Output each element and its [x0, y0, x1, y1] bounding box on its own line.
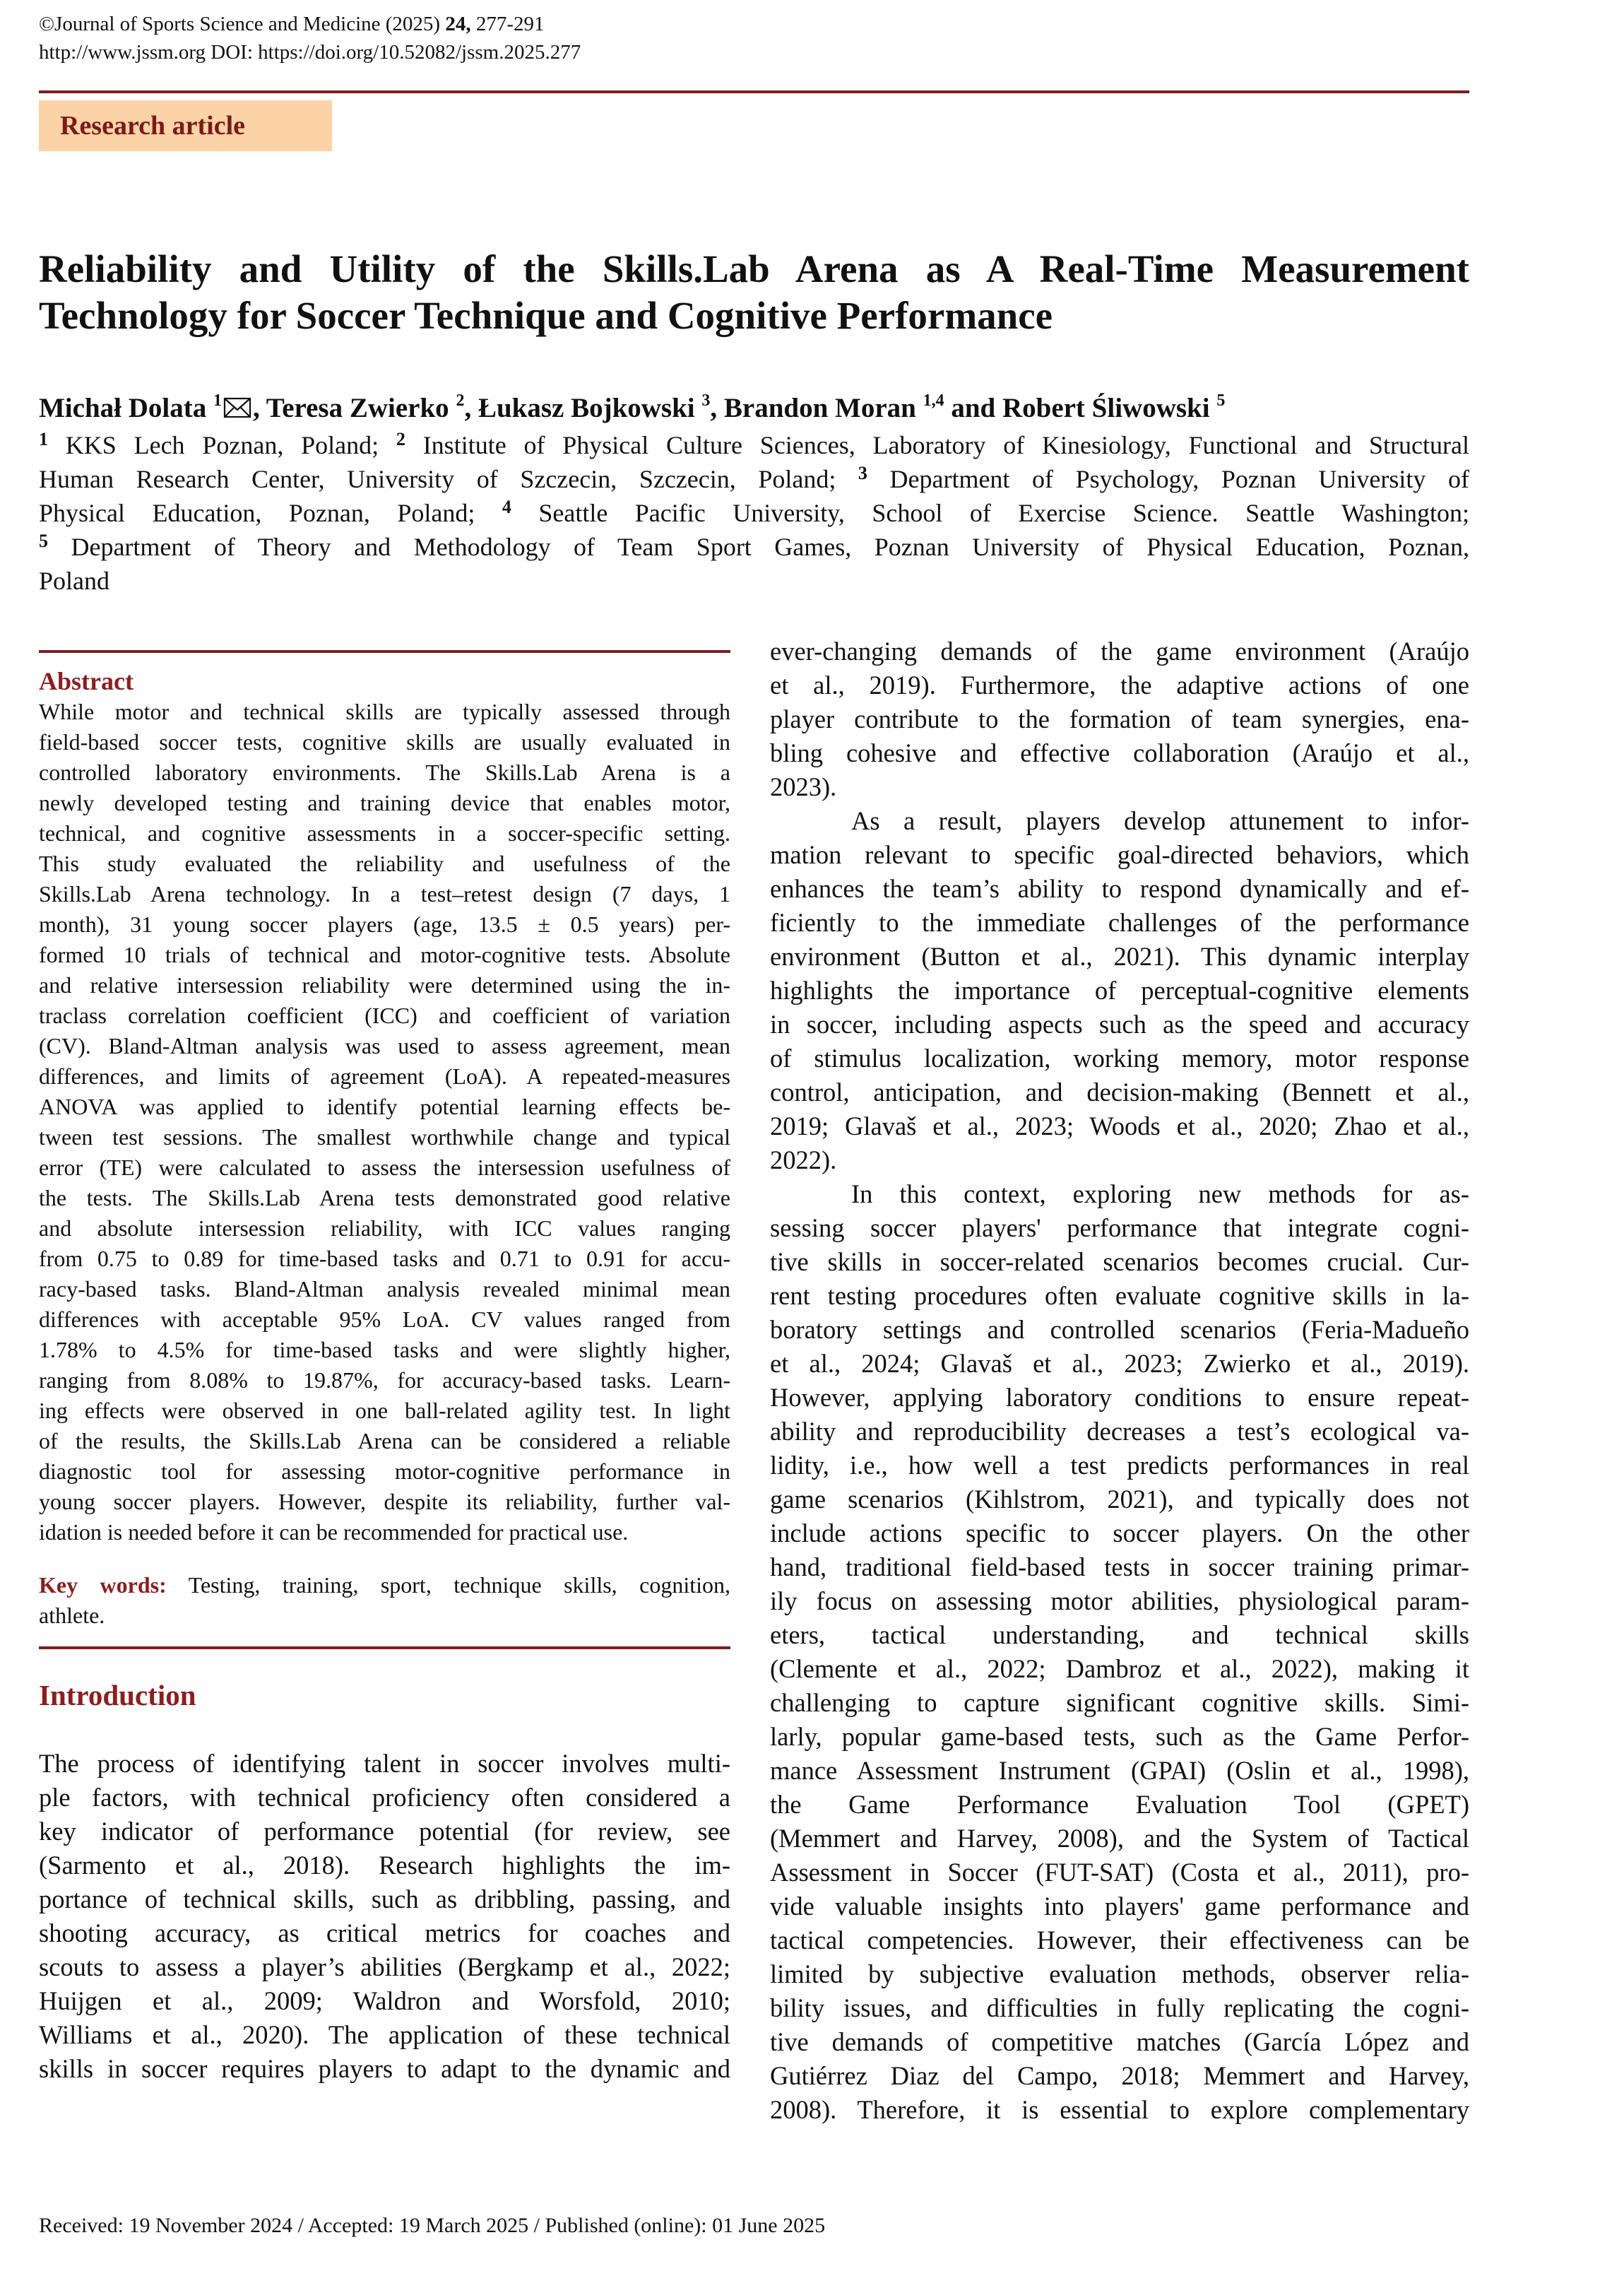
abstract-line: traclass correlation coefficient (ICC) and coefficient of variation — [39, 1003, 730, 1028]
abstract-line: newly developed testing and training device that enables motor, — [39, 790, 730, 815]
affiliation-line — [39, 428, 1469, 462]
paragraph-line: bility issues, and difficulties in fully replicating the cogni- — [770, 1993, 1469, 2022]
journal-header — [39, 10, 581, 66]
abstract-line: diagnostic tool for assessing motor-cognitive performance in — [39, 1458, 730, 1484]
affiliation-number: 4 — [502, 497, 511, 517]
affiliation-number: 2 — [396, 429, 405, 449]
paragraph — [770, 804, 1469, 1177]
paragraph-line: sessing soccer players' performance that integrate cogni- — [770, 1213, 1469, 1242]
paragraph-line: ficiently to the immediate challenges of the performance — [770, 908, 1469, 937]
abstract-line: controlled laboratory environments. The Skills.Lab Arena is a — [39, 760, 730, 785]
journal-pages: 277-291 — [470, 13, 545, 35]
introduction-line: Huijgen et al., 2009; Waldron and Worsfold, 2010; — [39, 1986, 730, 2015]
paragraph-line: highlights the importance of perceptual-cognitive elements — [770, 976, 1469, 1005]
paragraph-line: ability and reproducibility decreases a test’s ecological va- — [770, 1417, 1469, 1446]
keywords-bottom-divider — [39, 1646, 730, 1649]
abstract-line: 1.78% to 4.5% for time-based tasks and were slightly higher, — [39, 1337, 730, 1362]
abstract-top-divider — [39, 650, 730, 653]
abstract-line: This study evaluated the reliability and usefulness of the — [39, 851, 730, 876]
author-name: , Brandon Moran — [710, 393, 923, 423]
abstract-body — [39, 697, 730, 1547]
paragraph-line: challenging to capture significant cognitive skills. Simi- — [770, 1688, 1469, 1717]
abstract-line: month), 31 young soccer players (age, 13.5 ± 0.5 years) per- — [39, 912, 730, 937]
paragraph-line: 2008). Therefore, it is essential to explore complementary — [770, 2095, 1469, 2124]
paragraph-line: bling cohesive and effective collaboration (Araújo et al., — [770, 738, 1469, 767]
paragraph-line: player contribute to the formation of team synergies, ena- — [770, 704, 1469, 733]
journal-volume: 24, — [445, 13, 471, 35]
paragraph-line: the Game Performance Evaluation Tool (GPET) — [770, 1790, 1469, 1819]
keywords-label: Key words: — [39, 1572, 167, 1598]
author-affiliation-ref: 1 — [213, 391, 222, 410]
paragraph-line: boratory settings and controlled scenarios (Feria-Madueño — [770, 1315, 1469, 1344]
introduction-line: (Sarmento et al., 2018). Research highlights the im- — [39, 1851, 730, 1880]
paragraph-line: of stimulus localization, working memory, motor response — [770, 1044, 1469, 1073]
introduction-line: scouts to assess a player’s abilities (Bergkamp et al., 2022; — [39, 1952, 730, 1981]
paragraph-line: larly, popular game-based tests, such as the Game Perfor- — [770, 1722, 1469, 1751]
abstract-line: technical, and cognitive assessments in a soccer-specific setting. — [39, 820, 730, 846]
paragraph-line: As a result, players develop attunement to infor- — [851, 806, 1469, 835]
paragraph-line: ily focus on assessing motor abilities, physiological param- — [770, 1586, 1469, 1615]
paragraph-line: environment (Button et al., 2021). This dynamic interplay — [770, 942, 1469, 971]
affiliation-line — [39, 462, 1469, 496]
affiliation-number: 1 — [39, 429, 48, 449]
keywords-text: Testing, training, sport, technique skills, cognition, — [166, 1572, 731, 1598]
affiliation-number: 5 — [39, 531, 48, 551]
abstract-line: tween test sessions. The smallest worthwhile change and typical — [39, 1124, 730, 1150]
affiliation-text: Seattle Pacific University, School of Exercise Science. Seattle Washington; — [511, 499, 1469, 527]
paragraph-line: tactical competencies. However, their effectiveness can be — [770, 1926, 1469, 1954]
author-name: and Robert Śliwowski — [944, 393, 1217, 423]
envelope-icon[interactable] — [223, 396, 251, 419]
abstract-line: racy-based tasks. Bland-Altman analysis revealed minimal mean — [39, 1276, 730, 1302]
paragraph-line: tive skills in soccer-related scenarios becomes crucial. Cur- — [770, 1247, 1469, 1276]
paragraph-line: lidity, i.e., how well a test predicts performances in real — [770, 1451, 1469, 1480]
affiliation-text: KKS Lech Poznan, Poland; — [48, 431, 396, 459]
affiliation-text: Institute of Physical Culture Sciences, Laboratory of Kinesiology, Functional and Structural — [405, 431, 1469, 459]
doi-line[interactable]: http://www.jssm.org DOI: https://doi.org/10.52082/jssm.2025.277 — [39, 41, 581, 64]
abstract-line: ing effects were observed in one ball-related agility test. In light — [39, 1398, 730, 1423]
paragraph-line: eters, tactical understanding, and technical skills — [770, 1620, 1469, 1649]
introduction-line: ple factors, with technical proficiency often considered a — [39, 1783, 730, 1812]
paragraph-line: 2022). — [770, 1145, 837, 1174]
affiliations — [39, 428, 1469, 598]
paragraph-line: enhances the team’s ability to respond dynamically and ef- — [770, 874, 1469, 903]
abstract-line: idation is needed before it can be recommended for practical use. — [39, 1519, 629, 1545]
paragraph-line: et al., 2019). Furthermore, the adaptive actions of one — [770, 671, 1469, 700]
right-column — [770, 635, 1469, 2127]
abstract-line: error (TE) were calculated to assess the intersession usefulness of — [39, 1155, 730, 1180]
paragraph-line: limited by subjective evaluation methods, observer relia- — [770, 1959, 1469, 1988]
abstract-heading: Abstract — [39, 667, 134, 695]
author-list — [39, 390, 1480, 427]
journal-citation — [39, 10, 581, 38]
abstract-line: differences, and limits of agreement (LoA). A repeated-measures — [39, 1063, 730, 1089]
affiliation-text: Department of Theory and Methodology of Team Sport Games, Poznan University of Physical Education, Poznan, — [48, 533, 1469, 561]
paragraph — [770, 1177, 1469, 2127]
introduction-line: shooting accuracy, as critical metrics for coaches and — [39, 1918, 730, 1947]
article-type-label: Research article — [60, 111, 246, 141]
affiliation-text: Physical Education, Poznan, Poland; — [39, 499, 502, 527]
author-name: , Teresa Zwierko — [252, 393, 456, 423]
title-line: Technology for Soccer Technique and Cognitive Performance — [39, 294, 1053, 337]
paragraph-line: in soccer, including aspects such as the speed and accuracy — [770, 1010, 1469, 1039]
abstract-line: and absolute intersession reliability, with ICC values ranging — [39, 1215, 730, 1241]
paragraph-line: In this context, exploring new methods for as- — [851, 1179, 1469, 1208]
left-column — [39, 650, 730, 2086]
article-type-badge — [39, 100, 332, 151]
paragraph — [770, 635, 1469, 804]
paragraph-line: 2023). — [770, 772, 837, 801]
title-line: Reliability and Utility of the Skills.Lab Arena as A Real-Time Measurement — [39, 247, 1469, 290]
paragraph-line: mance Assessment Instrument (GPAI) (Oslin et al., 1998), — [770, 1756, 1469, 1785]
keywords-line: athlete. — [39, 1603, 105, 1628]
paragraph-line: Gutiérrez Diaz del Campo, 2018; Memmert and Harvey, — [770, 2061, 1469, 2090]
keywords-line — [39, 1570, 730, 1600]
introduction-line: The process of identifying talent in soccer involves multi- — [39, 1749, 730, 1778]
introduction-line: skills in soccer requires players to adapt to the dynamic and — [39, 2054, 730, 2083]
paragraph-line: game scenarios (Kihlstrom, 2021), and typically does not — [770, 1485, 1469, 1514]
paragraph-line: hand, traditional field-based tests in soccer training primar- — [770, 1552, 1469, 1581]
introduction-body — [39, 1747, 730, 2086]
paragraph-line: 2019; Glavaš et al., 2023; Woods et al., 2020; Zhao et al., — [770, 1111, 1469, 1140]
affiliation-line: Poland — [39, 567, 110, 595]
affiliation-number: 3 — [858, 463, 867, 483]
paragraph-line: rent testing procedures often evaluate cognitive skills in la- — [770, 1281, 1469, 1310]
abstract-line: ANOVA was applied to identify potential learning effects be- — [39, 1094, 730, 1119]
paragraph-line: However, applying laboratory conditions to ensure repeat- — [770, 1383, 1469, 1412]
paragraph-line: mation relevant to specific goal-directed behaviors, which — [770, 840, 1469, 869]
paragraph-line: tive demands of competitive matches (García López and — [770, 2027, 1469, 2056]
paper-title — [39, 246, 1469, 339]
introduction-heading: Introduction — [39, 1679, 196, 1711]
paragraph-line: (Memmert and Harvey, 2008), and the System of Tactical — [770, 1824, 1469, 1853]
keywords — [39, 1570, 730, 1631]
abstract-line: While motor and technical skills are typically assessed through — [39, 699, 730, 724]
abstract-line: ranging from 8.08% to 19.87%, for accuracy-based tasks. Learn- — [39, 1367, 730, 1393]
abstract-line: Skills.Lab Arena technology. In a test–retest design (7 days, 1 — [39, 881, 730, 907]
abstract-line: and relative intersession reliability were determined using the in- — [39, 972, 730, 998]
paragraph-line: et al., 2024; Glavaš et al., 2023; Zwierko et al., 2019). — [770, 1349, 1469, 1378]
paragraph-line: vide valuable insights into players' game performance and — [770, 1892, 1469, 1921]
header-divider — [39, 90, 1469, 93]
author-name: Michał Dolata — [39, 393, 213, 423]
abstract-line: the tests. The Skills.Lab Arena tests demonstrated good relative — [39, 1185, 730, 1210]
author-affiliation-ref: 3 — [701, 391, 711, 410]
paragraph-line: ever-changing demands of the game environment (Araújo — [770, 637, 1469, 666]
abstract-line: field-based soccer tests, cognitive skills are usually evaluated in — [39, 729, 730, 755]
paragraph-line: include actions specific to soccer players. On the other — [770, 1519, 1469, 1547]
affiliation-text: Department of Psychology, Poznan University of — [867, 465, 1469, 493]
introduction-line: key indicator of performance potential (for review, see — [39, 1817, 730, 1846]
affiliation-text: Human Research Center, University of Szczecin, Szczecin, Poland; — [39, 465, 858, 493]
paragraph-line: Assessment in Soccer (FUT-SAT) (Costa et al., 2011), pro- — [770, 1858, 1469, 1887]
publication-dates: Received: 19 November 2024 / Accepted: 19 March 2025 / Published (online): 01 June 2025 — [39, 2214, 826, 2237]
affiliation-line — [39, 496, 1469, 530]
abstract-line: (CV). Bland-Altman analysis was used to assess agreement, mean — [39, 1033, 730, 1059]
abstract-line: formed 10 trials of technical and motor-cognitive tests. Absolute — [39, 942, 730, 967]
author-affiliation-ref: 5 — [1216, 391, 1226, 410]
introduction-line: portance of technical skills, such as dribbling, passing, and — [39, 1885, 730, 1913]
introduction-line: Williams et al., 2020). The application of these technical — [39, 2020, 730, 2049]
affiliation-line — [39, 530, 1469, 564]
paragraph-line: (Clemente et al., 2022; Dambroz et al., 2022), making it — [770, 1654, 1469, 1683]
abstract-line: of the results, the Skills.Lab Arena can be considered a reliable — [39, 1428, 730, 1453]
abstract-line: young soccer players. However, despite its reliability, further val- — [39, 1489, 730, 1514]
author-name: , Łukasz Bojkowski — [464, 393, 702, 423]
author-affiliation-ref: 1,4 — [923, 391, 944, 410]
paragraph-line: control, anticipation, and decision-making (Bennett et al., — [770, 1078, 1469, 1107]
journal-name: ©Journal of Sports Science and Medicine (2025) — [39, 13, 446, 35]
author-affiliation-ref: 2 — [456, 391, 465, 410]
abstract-line: from 0.75 to 0.89 for time-based tasks and 0.71 to 0.91 for accu- — [39, 1246, 730, 1271]
abstract-line: differences with acceptable 95% LoA. CV values ranged from — [39, 1307, 730, 1332]
